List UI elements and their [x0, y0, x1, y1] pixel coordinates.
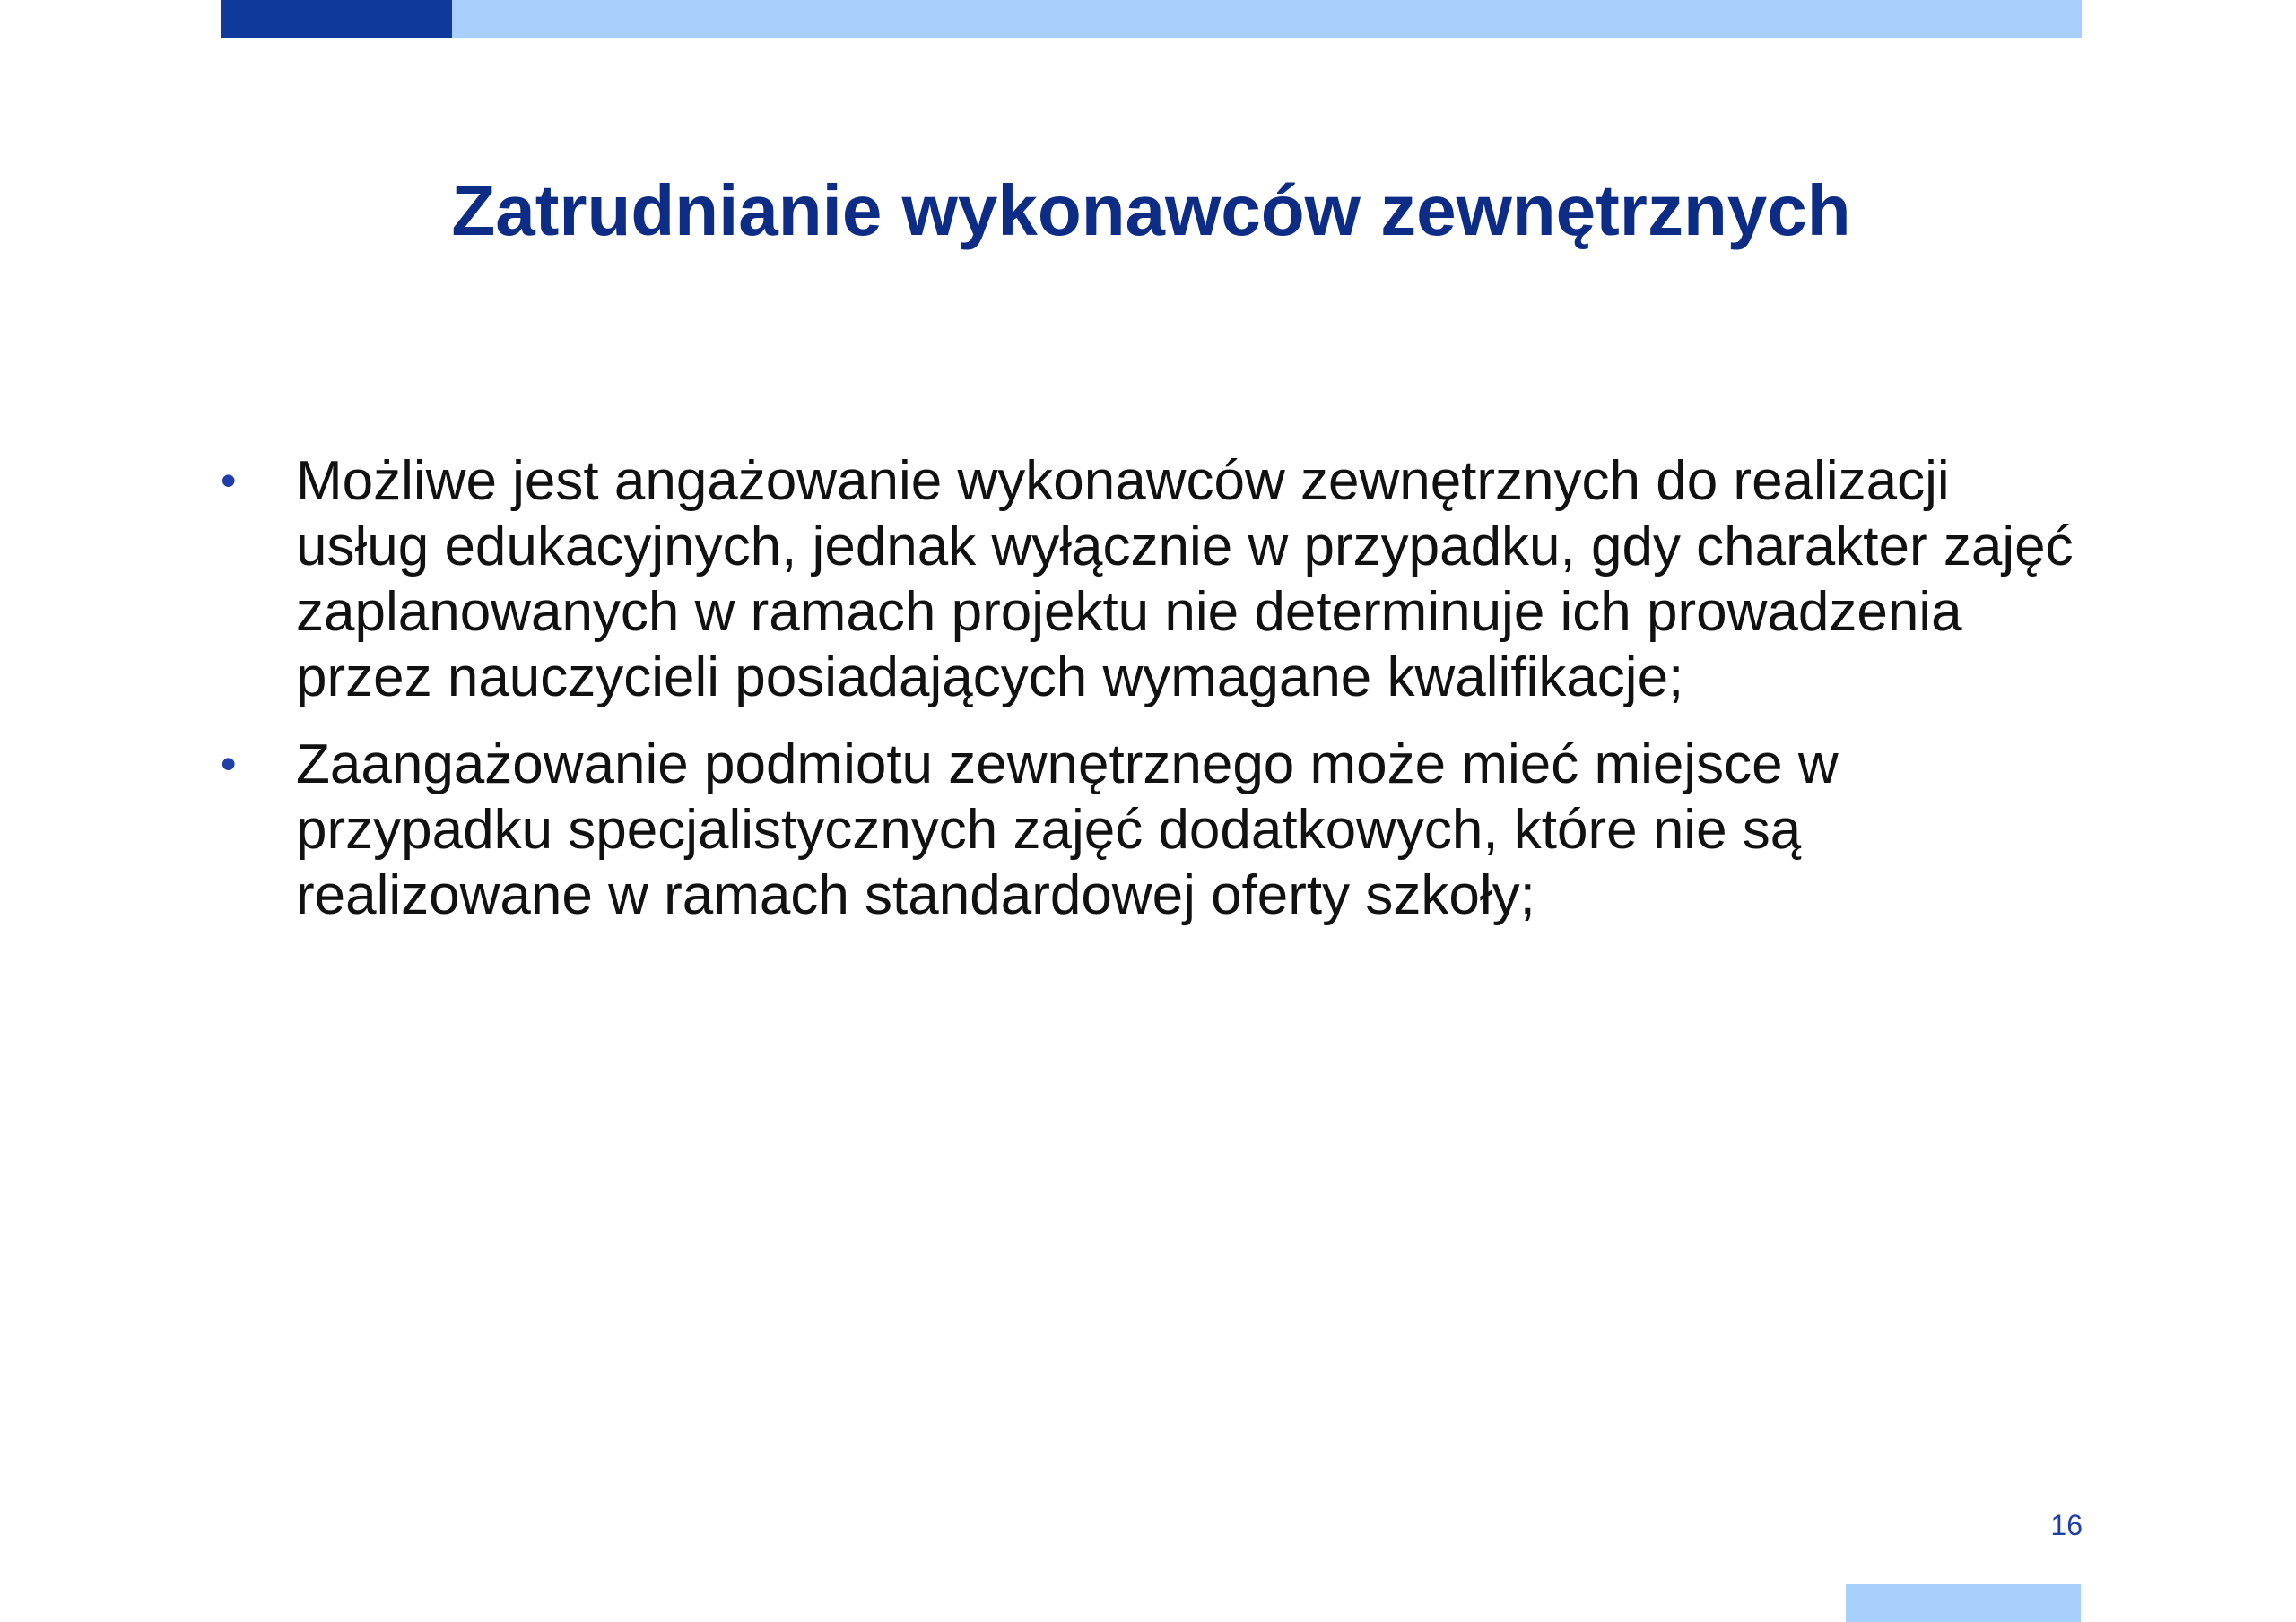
bullet-marker: • — [221, 455, 237, 506]
bullet-item — [221, 448, 2095, 710]
bullet-text: Zaangażowanie podmiotu zewnętrznego może mieć miejsce w przypadku specjalistycznych zajęć dodatkowych, które nie są realizowane w ramach standardowej oferty szkoły; — [296, 733, 1839, 926]
top-bar-accent — [221, 0, 452, 38]
bullet-list — [221, 448, 2095, 950]
page-number: 16 — [2050, 1509, 2083, 1541]
bullet-text: Możliwe jest angażowanie wykonawców zewnętrznych do realizacji usług edukacyjnych, jednak wyłącznie w przypadku, gdy charakter zajęć zaplanowanych w ramach projektu nie determinuje ich prowadzenia przez nauczycieli posiadających wymagane kwalifikacje; — [296, 450, 2074, 708]
bottom-decorative-bar — [1846, 1584, 2081, 1622]
bullet-marker: • — [221, 739, 237, 789]
top-decorative-bar — [221, 0, 2082, 38]
slide-title: Zatrudnianie wykonawców zewnętrznych — [451, 170, 1851, 250]
bullet-item — [221, 732, 2095, 928]
